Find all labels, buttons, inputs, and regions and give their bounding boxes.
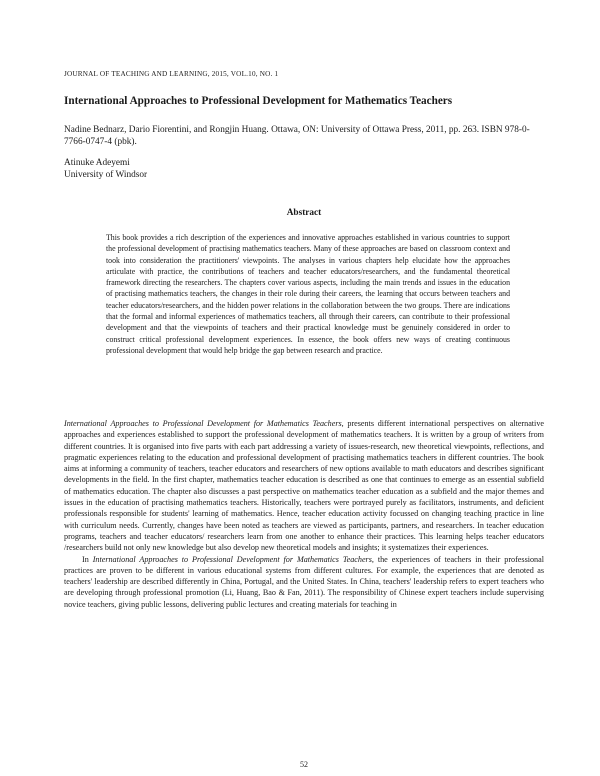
page-number: 52 <box>300 760 308 769</box>
book-title-italic: International Approaches to Professional Development for Mathematics Teachers <box>64 419 342 428</box>
abstract-heading: Abstract <box>286 208 322 218</box>
paragraph-2-lead: In <box>82 554 93 564</box>
body-paragraph-1 <box>64 418 544 554</box>
body-paragraph-2 <box>64 554 544 610</box>
abstract-text: This book provides a rich description of the experiences and innovative approaches established in various countries to support the professional development of practising mathematics teachers. Many of these approaches are based on classroom context and took into consideration the practitioners' viewpoints. The analyses in various chapters help elucidate how the approaches articulate with practice, the contributions of teachers and teacher educators/researchers, and the fundamental theoretical framework directing the researchers. The chapters cover various aspects, including the main trends and issues in the education of practising mathematics teachers, the changes in their role during their careers, the learning that occurs between teachers and teacher educators/researchers, and the hidden power relations in the collaboration between the two groups. There are indications that the formal and informal experiences of mathematics teachers, all through their careers, can contribute to their professional development and that the viewpoints of teachers and their practical knowledge must be genuinely considered in order to construct critical professional development experiences. In essence, the book offers new ways of creating continuous professional development that would help bridge the gap between research and practice. <box>106 233 510 355</box>
book-citation: Nadine Bednarz, Dario Fiorentini, and Rongjin Huang. Ottawa, ON: University of Ottawa Press, 2011, pp. 263. ISBN 978-0-7766-0747-4 (pbk). <box>64 125 530 147</box>
author-name: Atinuke Adeyemi <box>64 158 130 168</box>
author-block <box>64 157 544 181</box>
journal-header: JOURNAL OF TEACHING AND LEARNING, 2015, VOL.10, NO. 1 <box>64 70 279 78</box>
article-title: International Approaches to Professional Development for Mathematics Teachers <box>64 95 453 107</box>
paragraph-2-text: , the experiences of teachers in their professional practices are proven to be different in various educational systems from different cultures. For example, the experiences that are denoted as teachers' leadership are described differently in China, Portugal, and the United States. In China, teachers' leadership refers to expert teachers who are developing through professional promotion (Li, Huang, Bao & Fan, 2011). The responsibility of Chinese expert teachers include supervising novice teachers, giving public lessons, delivering public lectures and creating materials for teaching in <box>64 554 544 609</box>
body-text <box>64 418 544 610</box>
author-affiliation: University of Windsor <box>64 170 148 180</box>
book-title-italic: International Approaches to Professional Development for Mathematics Teachers <box>92 554 372 564</box>
paragraph-1-text: , presents different international perspectives on alternative approaches and experiences established to support the professional development of mathematics teachers. It is written by a group of writers from different countries. It is organised into five parts with each part addressing a variety of issues-research, new theoretical viewpoints, reflections, and pragmatic experiences relating to the education and professional development of practising mathematics teachers in different countries. The book aims at informing a community of teachers, teacher educators and researchers of new options available to math educators and describes significant developments in the field. In the first chapter, mathematics teacher education is described as one that continues to emerge as an essential subfield of mathematics education. The chapter also discusses a past perspective on mathematics teacher education as a subfield and the major themes and issues in the education of practising mathematics teachers. Historically, teachers were portrayed purely as facilitators, instruments, and deficient professionals responsible for students' learning of mathematics. Hence, teacher education activity focussed on changing teaching practice in line with curriculum needs. Currently, changes have been noted as teachers are viewed as participants, partners, and researchers. In teacher education programs, teachers and teacher educators/ researchers learn from one another to enhance their practices. This learning helps teacher educators /researchers build not only new knowledge but also develop new theoretical models and insights; it systematizes their experiences. <box>64 419 544 553</box>
